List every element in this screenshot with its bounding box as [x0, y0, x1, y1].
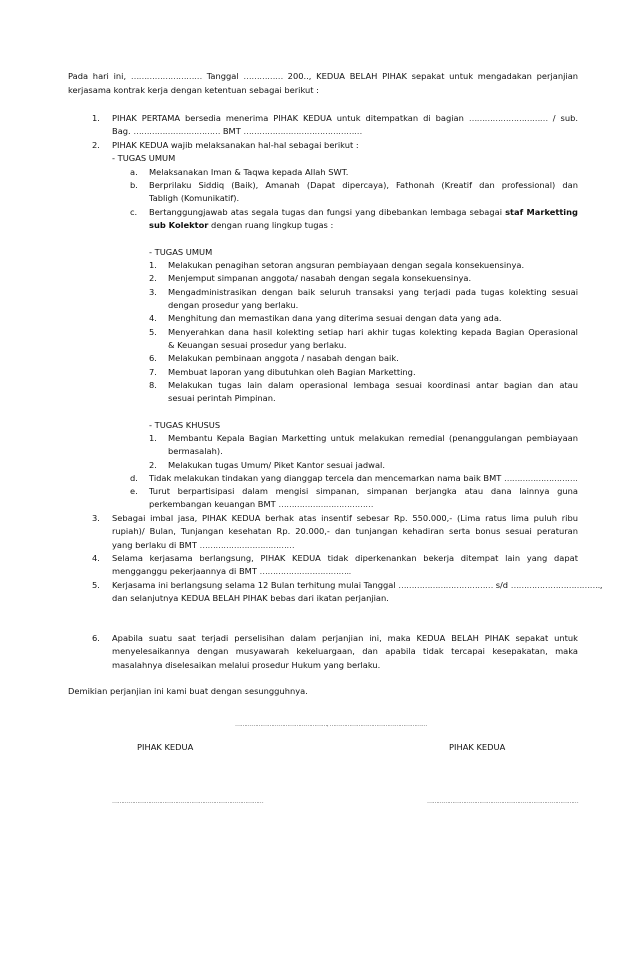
sub-umum-8-line-2: sesuai perintah Pimpinan. [168, 393, 276, 403]
intro-blank-day: ……………………… [130, 71, 202, 81]
item-2c-bold-subrole: sub Kolektor [149, 220, 209, 230]
item-3-text: yang berlaku di BMT [112, 540, 197, 550]
intro-text-b: Tanggal [206, 71, 239, 81]
item-6-line-2: menyelesaikannya dengan musyawarah kekeluargaan, dan apabila tidak tercapai kesepakatan, maka [112, 646, 578, 656]
signature-label-right: PIHAK KEDUA [449, 742, 506, 752]
item-2c-line-1 [149, 206, 578, 219]
item-2d-text: Tidak melakukan tindakan yang dianggap tercela dan mencemarkan nama baik BMT [149, 473, 502, 483]
item-2b-letter: b. [130, 180, 138, 190]
signature-label-left: PIHAK KEDUA [137, 742, 194, 752]
item-2b-line-1: Berprilaku Siddiq (Baik), Amanah (Dapat dipercaya), Fathonah (Kreatif dan professional) dan [149, 180, 578, 190]
item-1-line-2 [112, 125, 362, 138]
item-2c-text: Bertanggungjawab atas segala tugas dan fungsi yang dibebankan lembaga sebagai [149, 207, 502, 217]
item-2b-line-2: Tabligh (Komunikatif). [149, 193, 240, 203]
item-3-blank: ……………………………… [199, 540, 295, 550]
item-2e-blank: ……………………………… [278, 499, 374, 509]
sub-umum-1-line-1: Melakukan penagihan setoran angsuran pembiayaan dengan segala konsekuensinya. [168, 260, 525, 270]
sub-umum-7-number: 7. [149, 367, 157, 377]
sub-umum-2-number: 2. [149, 273, 157, 283]
item-2-number: 2. [92, 140, 100, 150]
item-5-text-b: s/d [495, 580, 509, 590]
item-4-text: mengganggu pekerjaannya di BMT [112, 566, 257, 576]
sub-umum-4-line-1: Menghitung dan memastikan dana yang diterima sesuai dengan data yang ada. [168, 313, 502, 323]
item-6-line-3: masalahnya diselesaikan melalui prosedur Hukum yang berlaku. [112, 660, 381, 670]
sub-khusus-1-line-1: Membantu Kepala Bagian Marketting untuk melakukan remedial (penanggulangan pembiayaan [168, 433, 578, 443]
item-5-text-a: Kerjasama ini berlangsung selama 12 Bulan terhitung mulai Tanggal [112, 580, 396, 590]
item-4-number: 4. [92, 553, 100, 563]
sub-umum-5-line-2: & Keuangan sesuai prosedur yang berlaku. [168, 340, 347, 350]
item-5-blank-start: ……………………………… [398, 580, 494, 590]
tugas-umum-heading: - TUGAS UMUM [112, 153, 176, 163]
item-2c-line-2 [149, 219, 333, 232]
sub-umum-3-line-1: Mengadministrasikan dengan baik seluruh transaksi yang terjadi pada tugas kolekting sesuai [168, 287, 578, 297]
intro-line-1 [68, 70, 578, 83]
sub-umum-3-line-2: dengan prosedur yang berlaku. [168, 300, 299, 310]
item-2-intro: PIHAK KEDUA wajib melaksanakan hal-hal sebagai berikut : [112, 140, 359, 150]
item-4-line-1: Selama kerjasama berlangsung, PIHAK KEDUA tidak diperkenankan bekerja ditempat lain yang dapat [112, 553, 578, 563]
sub-khusus-1-line-2: bermasalah). [168, 446, 223, 456]
item-2c-scope-text: dengan ruang lingkup tugas : [211, 220, 334, 230]
item-4-line-2 [112, 565, 351, 578]
item-3-line-3 [112, 539, 294, 552]
item-3-line-2: rupiah)/ Bulan, Tunjangan kesehatan Rp. 20.000,- dan tunjangan kehadiran serta bonus sesuai peraturan [112, 526, 578, 536]
sub-umum-8-line-1: Melakukan tugas lain dalam operasional lembaga sesuai koordinasi antar bagian dan atau [168, 380, 578, 390]
item-1-blank-bmt: ……………………………………… [243, 126, 362, 136]
closing-statement: Demikian perjanjian ini kami buat dengan sesungguhnya. [68, 686, 308, 696]
intro-text-c: 200.., KEDUA BELAH PIHAK sepakat untuk mengadakan perjanjian [287, 71, 579, 81]
item-4-blank: …………………………….. [259, 566, 351, 576]
item-1-text-d: BMT [222, 126, 241, 136]
item-1-text-b: / sub. [552, 113, 579, 123]
item-2d-blank: ………………………. [504, 473, 578, 483]
sub-umum-1-number: 1. [149, 260, 157, 270]
intro-text-a: Pada hari ini, [68, 71, 127, 81]
sub-umum-6-number: 6. [149, 353, 157, 363]
item-1-number: 1. [92, 113, 100, 123]
sub-umum-8-number: 8. [149, 380, 157, 390]
item-5-line-2: dan selanjutnya KEDUA BELAH PIHAK bebas dari ikatan perjanjian. [112, 593, 389, 603]
item-1-text-a: PIHAK PERTAMA bersedia menerima PIHAK KEDUA untuk ditempatkan di bagian [112, 113, 464, 123]
item-2e-text: perkembangan keuangan BMT [149, 499, 276, 509]
sub-umum-2-line-1: Menjemput simpanan anggota/ nasabah dengan segala konsekuensinya. [168, 273, 472, 283]
item-1-line-1 [112, 112, 578, 125]
item-3-number: 3. [92, 513, 100, 523]
item-2e-line-2 [149, 498, 373, 511]
item-2a-letter: a. [130, 167, 138, 177]
signature-line-left: ………………………………………………………………………… [112, 798, 264, 805]
sub-khusus-1-number: 1. [149, 433, 157, 443]
item-2e-line-1: Turut berpartisipasi dalam mengisi simpanan, simpanan berjangka atau dana lainnya guna [149, 486, 578, 496]
sub-khusus-2-line-1: Melakukan tugas Umum/ Piket Kantor sesuai jadwal. [168, 460, 385, 470]
item-5-number: 5. [92, 580, 100, 590]
sub-umum-6-line-1: Melakukan pembinaan anggota / nasabah dengan baik. [168, 353, 399, 363]
item-3-line-1: Sebagai imbal jasa, PIHAK KEDUA berhak atas insentif sebesar Rp. 550.000,- (Lima ratus lima puluh ribu [112, 513, 578, 523]
item-2c-bold-role: staf Marketting [505, 207, 579, 217]
item-6-line-1: Apabila suatu saat terjadi perselisihan dalam perjanjian ini, maka KEDUA BELAH PIHAK sepakat untuk [112, 633, 578, 643]
item-5-blank-end: ……………………………. [510, 580, 600, 590]
sub-umum-3-number: 3. [149, 287, 157, 297]
item-2d-line-1 [149, 472, 577, 485]
intro-line-2: kerjasama kontrak kerja dengan ketentuan sebagai berikut : [68, 85, 319, 95]
sub-khusus-2-number: 2. [149, 460, 157, 470]
sub-umum-7-line-1: Membuat laporan yang dibutuhkan oleh Bagian Marketting. [168, 367, 416, 377]
item-1-blank-subsection: …………………………… [133, 126, 221, 136]
sub-tugas-umum-heading: - TUGAS UMUM [149, 247, 213, 257]
sub-umum-5-line-1: Menyerahkan dana hasil kolekting setiap hari akhir tugas kolekting kepada Bagian Operasional [168, 327, 578, 337]
intro-blank-date: …………… [243, 71, 283, 81]
item-5-line-1 [112, 579, 603, 592]
place-date-blank: ……………………………………………, ……………………………………………… [235, 721, 427, 728]
item-1-text-c: Bag. [112, 126, 131, 136]
item-2e-letter: e. [130, 486, 138, 496]
item-2d-letter: d. [130, 473, 138, 483]
sub-umum-4-number: 4. [149, 313, 157, 323]
sub-tugas-khusus-heading: - TUGAS KHUSUS [149, 420, 221, 430]
item-2c-letter: c. [130, 207, 138, 217]
item-6-number: 6. [92, 633, 100, 643]
signature-line-right: ………………………………………………………………………… [427, 798, 579, 805]
item-2a-text: Melaksanakan Iman & Taqwa kepada Allah SWT. [149, 167, 349, 177]
sub-umum-5-number: 5. [149, 327, 157, 337]
item-5-text-c: , [599, 580, 603, 590]
item-1-blank-section: ………………………… [468, 113, 548, 123]
